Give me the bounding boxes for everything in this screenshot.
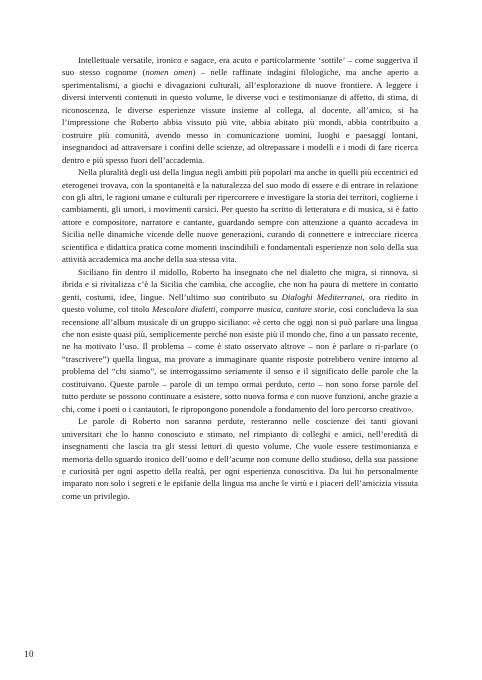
italic-text: Dialoghi Mediterranei (281, 291, 363, 302)
italic-text: nomen omen (145, 67, 193, 78)
italic-text: Mescolare dialetti, comporre musica, cantare storie (152, 304, 335, 315)
text-run: , così concludeva la sua recensione all’album musicale di un gruppo siciliano: «è certo che oggi non si può parlare una lingua che non esiste quasi più, semplicemente perché non esiste più il mondo che, fino a un passato recente, ne ha motivato l’uso. Il problema – come è stato osservato altrove – non è parlare o ri-parlare (o “trascrivere”) quella lingua, ma provare a immaginare quante risposte potrebbero venire intorno al problema del “chi siamo”, se interrogassimo seriamente il senso e il significato delle parole che la costituivano. Queste parole – parole di un tempo ormai perduto, certo – non sono forse parole del tutto perdute se possono continuare a esistere, sotto nuova forma e con nuove funzioni, anche grazie a chi, come i poeti o i cantautori, le ripropongono ponendole a fondamento del loro percorso creativo». (62, 304, 418, 414)
body-text (62, 54, 418, 502)
paragraph-2 (62, 166, 418, 266)
page-number: 10 (24, 649, 34, 659)
paragraph-3 (62, 266, 418, 415)
text-run: ) – nelle raffinate indagini filologiche, ma anche aperto a sperimentalismi, a giochi e divagazioni culturali, all’esplorazione di nuove frontiere. A leggere i diversi interventi contenuti in questo volume, le diverse voci e testimonianze di affetto, di stima, di riconoscenza, le diverse esperienze vissute insieme al collega, al docente, all’amico, si ha l’impressione che Roberto abbia vissuto più vite, abbia abitato più mondi, abbia contribuito a costruire più comunità, avendo messo in comunicazione uomini, luoghi e paesaggi lontani, insegnandoci ad attraversare i confini delle scienze, ad oltrepassare i modelli e i modi di fare ricerca dentro e più spesso fuori dell’accademia. (62, 67, 419, 165)
text-run: Intellettuale versatile, ironico e sagace, era acuto e particolarmente ‘sottile’ – come suggeriva il suo stesso cognome ( (62, 55, 418, 78)
text-run: Le parole di Roberto non saranno perdute, resteranno nelle coscienze dei tanti giovani universitari che lo hanno conosciuto e stimato, nel rimpianto di colleghi e amici, nell’eredità di insegnamenti che lascia tra gli stessi lettori di questo volume. Che vuole essere testimonianza e memoria dello sguardo ironico dell’uomo e dell’acume non comune dello studioso, della sua passione e curiosità per ogni aspetto della realtà, per ogni esperienza conoscitiva. Da lui ho personalmente imparato non solo i segreti e le epifanie della lingua ma anche le virtù e i piaceri dell’amicizia vissuta come un privilegio. (62, 416, 418, 501)
text-run: , ora riedito in questo volume, col titolo (62, 291, 419, 315)
text-run: Siciliano fin dentro il midollo, Roberto ha insegnato che nel dialetto che migra, si rinnova, si ibrida e si rivitalizza c’è la Sicilia che cambia, che accoglie, che non ha paura di mettere in contatto genti, costumi, idee, lingue. Nell’ultimo suo contributo su (62, 266, 418, 302)
text-run: Nella pluralità degli usi della lingua negli ambiti più popolari ma anche in quelli più eccentrici ed eterogenei trovava, con la spontaneità e la naturalezza del suo modo di essere e di entrare in relazione con gli altri, le ragioni umane e culturali per ripercorrere e investigare la storia dei territori, coglierne i cambiamenti, gli umori, i movimenti carsici. Per questo ha scritto di letteratura e di musica, si è fatto attore e compositore, narratore e cantante, guardando sempre con attenzione a quanto accadeva in Sicilia nelle dinamiche vicende delle nuove generazioni, curando di connettere e intrecciare ricerca scientifica e didattica pratica come momenti inscindibili e fondamentali esperienze non solo della sua attività accademica ma anche della sua stessa vita. (62, 167, 418, 265)
paragraph-4 (62, 415, 418, 502)
paragraph-1 (62, 54, 418, 166)
